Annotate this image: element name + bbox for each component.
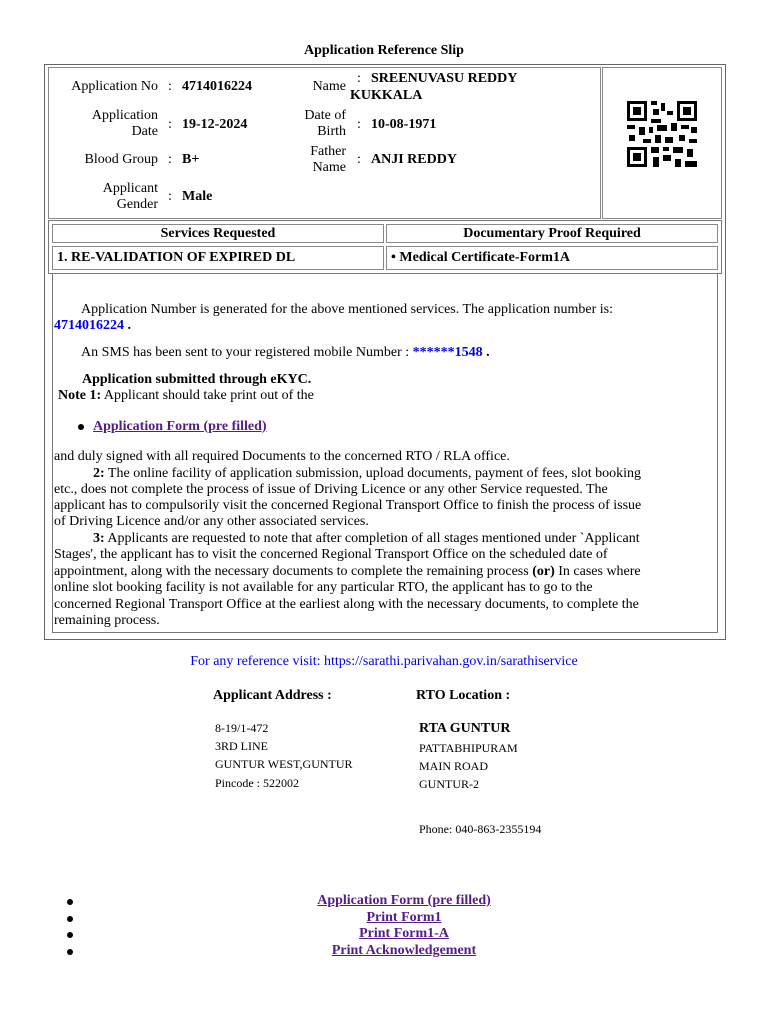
rto-name: RTA GUNTUR — [419, 721, 511, 736]
proof-item: • Medical Certificate-Form1A — [386, 246, 718, 270]
application-date-label-2: Date — [131, 124, 158, 139]
application-date-value: 19-12-2024 — [182, 117, 248, 132]
colon: : — [357, 117, 361, 132]
dob-value: 10-08-1971 — [371, 117, 437, 132]
note2-line1: The online facility of application submission, upload documents, payment of fees, slot booking — [107, 466, 641, 481]
father-name-label-2: Name — [312, 160, 346, 175]
note2-line2: etc., does not complete the process of issue of Driving Licence or any other Service requested. The — [54, 482, 608, 497]
application-form-link[interactable]: Application Form (pre filled) — [317, 893, 491, 908]
note2-label: 2: — [93, 466, 105, 481]
father-name-label-1: Father — [310, 144, 346, 159]
application-date-label-1: Application — [91, 108, 158, 123]
bullet-icon — [78, 424, 84, 430]
dob-label-1: Date of — [304, 108, 346, 123]
service-item: 1. RE-VALIDATION OF EXPIRED DL — [52, 246, 384, 270]
print-acknowledgement-link[interactable]: Print Acknowledgement — [331, 943, 477, 958]
note3-label: 3: — [93, 531, 105, 546]
colon: : — [168, 117, 172, 132]
documentary-proof-header: Documentary Proof Required — [386, 224, 718, 243]
bullet-icon — [67, 916, 73, 922]
period: . — [127, 318, 131, 333]
period: . — [486, 345, 490, 360]
rto-line1: PATTABHIPURAM — [419, 741, 518, 755]
application-no-value: 4714016224 — [182, 79, 252, 94]
note2-line3: applicant has to compulsorily visit the concerned Regional Transport Office to finish the process of issue — [54, 498, 642, 513]
address-line2: 3RD LINE — [215, 739, 268, 753]
gender-label-2: Gender — [116, 197, 158, 212]
name-value-line1: SREENUVASU REDDY — [371, 71, 518, 86]
note1-label: Note 1: — [58, 388, 102, 403]
note3-line3c: In cases where — [558, 564, 641, 579]
name-label: Name — [312, 79, 346, 94]
father-name-value: ANJI REDDY — [371, 152, 457, 167]
print-form1-link[interactable]: Print Form1 — [366, 910, 442, 925]
qr-code-icon — [627, 101, 697, 167]
address-pincode: Pincode : 522002 — [215, 776, 299, 790]
services-requested-header: Services Requested — [52, 224, 384, 243]
or-text: (or) — [532, 564, 555, 579]
masked-mobile-number: ******1548 — [412, 345, 483, 360]
address-line1: 8-19/1-472 — [215, 721, 269, 735]
note2-line4: of Driving Licence and/or any other associated services. — [54, 514, 369, 529]
note1-text: Applicant should take print out of the — [103, 388, 314, 403]
note1-continuation: and duly signed with all required Documents to the concerned RTO / RLA office. — [54, 449, 510, 464]
application-form-link[interactable]: Application Form (pre filled) — [93, 419, 267, 434]
sms-text: An SMS has been sent to your registered mobile Number : — [81, 345, 410, 360]
colon: : — [168, 79, 172, 94]
bullet-icon — [67, 949, 73, 955]
page-title: Application Reference Slip — [304, 43, 464, 58]
colon: : — [357, 152, 361, 167]
note3-line6: remaining process. — [54, 613, 160, 628]
application-number-highlight: 4714016224 — [54, 318, 124, 333]
blood-group-value: B+ — [182, 152, 200, 167]
address-line3: GUNTUR WEST,GUNTUR — [215, 757, 353, 771]
colon: : — [357, 71, 361, 86]
gender-value: Male — [182, 189, 213, 204]
bullet-icon — [67, 899, 73, 905]
note3-line1: Applicants are requested to note that after completion of all stages mentioned under `Applicant — [107, 531, 640, 546]
reference-url-text: For any reference visit: https://sarathi.parivahan.gov.in/sarathiservice — [190, 654, 578, 669]
print-form1a-link[interactable]: Print Form1-A — [359, 926, 449, 941]
ekyc-text: Application submitted through eKYC. — [82, 372, 312, 387]
rto-phone: Phone: 040-863-2355194 — [419, 822, 542, 836]
note3-line4: online slot booking facility is not available for any particular RTO, the applicant has to go to the — [54, 580, 593, 595]
gender-label-1: Applicant — [102, 181, 158, 196]
application-no-label: Application No — [71, 79, 158, 94]
rto-line3: GUNTUR-2 — [419, 777, 479, 791]
applicant-address-label: Applicant Address : — [213, 688, 332, 703]
bullet-icon — [67, 932, 73, 938]
note3-line3a: appointment, along with the necessary documents to complete the remaining process — [54, 564, 529, 579]
note3-line5: concerned Regional Transport Office at the earliest along with the necessary documents, to complete the — [54, 597, 639, 612]
rto-location-label: RTO Location : — [416, 688, 511, 703]
dob-label-2: Birth — [317, 124, 346, 139]
note3-line2: Stages', the applicant has to visit the concerned Regional Transport Office on the scheduled date of — [54, 547, 608, 562]
rto-line2: MAIN ROAD — [419, 759, 488, 773]
colon: : — [168, 152, 172, 167]
name-value-line2: KUKKALA — [350, 88, 423, 103]
colon: : — [168, 189, 172, 204]
qr-code-box — [602, 67, 722, 219]
application-number-text: Application Number is generated for the above mentioned services. The application number is: — [81, 302, 613, 317]
blood-group-label: Blood Group — [84, 152, 158, 167]
